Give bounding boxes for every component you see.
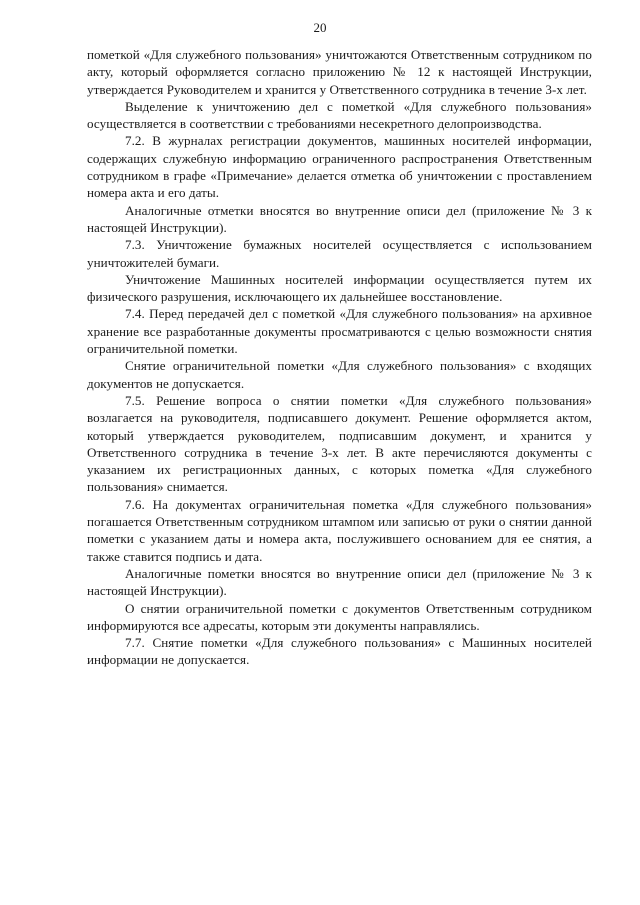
paragraph-continuation: пометкой «Для служебного пользования» уничтожаются Ответственным сотрудником по акту, который оформляется согласно приложению № 12 к настоящей Инструкции, утверждается Руководителем и хранится у Ответственного сотрудника в течение 3-х лет. [87, 47, 592, 97]
paragraph-7-2: 7.2. В журналах регистрации документов, машинных носителей информации, содержащих служебную информацию ограниченного распространения Ответственным сотрудником в графе «Примечание» делается отметка об уничтожении с проставлением номера акта и его даты. [87, 133, 592, 201]
paragraph-7-4-incoming: Снятие ограничительной пометки «Для служебного пользования» с входящих документов не допускается. [87, 358, 592, 391]
paragraph-7-7: 7.7. Снятие пометки «Для служебного пользования» с Машинных носителей информации не допускается. [87, 635, 592, 668]
paragraph-7-3: 7.3. Уничтожение бумажных носителей осуществляется с использованием уничтожителей бумаги. [87, 237, 592, 270]
paragraph-destruction-selection: Выделение к уничтожению дел с пометкой «Для служебного пользования» осуществляется в соответствии с требованиями несекретного делопроизводства. [87, 98, 592, 132]
paragraph-7-3-machine-media: Уничтожение Машинных носителей информации осуществляется путем их физического разрушения, исключающего их дальнейшее восстановление. [87, 271, 592, 305]
document-body [87, 46, 592, 669]
paragraph-7-6-inventory: Аналогичные пометки вносятся во внутренние описи дел (приложение № 3 к настоящей Инструкции). [87, 565, 592, 599]
paragraph-7-2-inventory: Аналогичные отметки вносятся во внутренние описи дел (приложение № 3 к настоящей Инструкции). [87, 202, 592, 235]
paragraph-7-6: 7.6. На документах ограничительная пометка «Для служебного пользования» погашается Ответственным сотрудником штампом или записью от руки о снятии данной пометки с указанием даты и номера акта, послужившего основанием для ее снятия, а также ставится подпись и дата. [87, 496, 592, 564]
paragraph-7-4: 7.4. Перед передачей дел с пометкой «Для служебного пользования» на архивное хранение все разработанные документы просматриваются с целью возможности снятия ограничительной пометки. [87, 306, 592, 357]
paragraph-7-5: 7.5. Решение вопроса о снятии пометки «Для служебного пользования» возлагается на руководителя, подписавшего документ. Решение оформляется актом, который утверждается руководителем, подписавшим документ, и хранится у Ответственного сотрудника в течение 3-х лет. В акте перечисляются документы с указанием их регистрационных данных, с которых пометка «Для служебного пользования» снимается. [87, 392, 592, 495]
paragraph-7-6-notification: О снятии ограничительной пометки с документов Ответственным сотрудником информируются все адресаты, которым эти документы направлялись. [87, 600, 592, 633]
page-number: 20 [313, 20, 327, 35]
